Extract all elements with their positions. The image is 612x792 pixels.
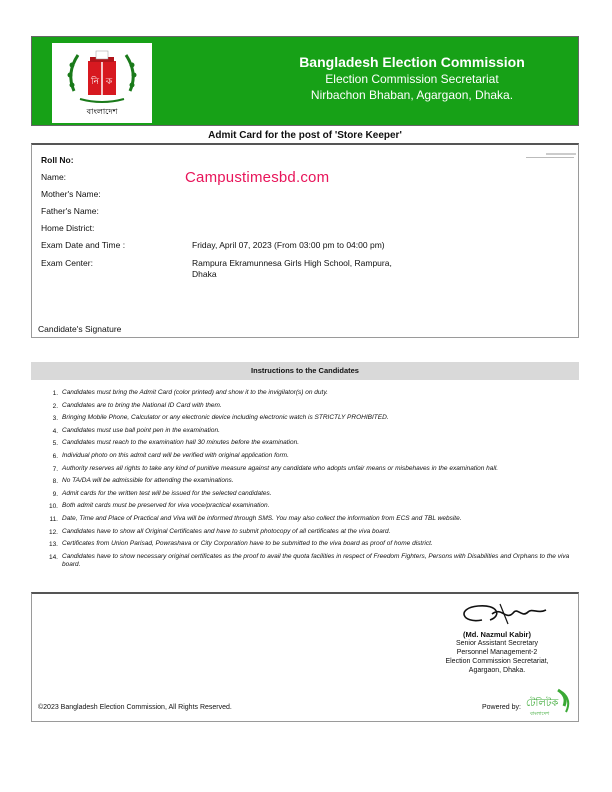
instruction-text: Authority reserves all rights to take any kind of punitive measure against any candidate who adopts unfair means or misbehaves in the examination hall. [62,464,499,472]
instruction-item [42,515,582,523]
instruction-number: 5. [52,440,58,448]
page-title: Admit Card for the post of 'Store Keeper' [208,130,402,141]
instruction-item [42,477,582,485]
ec-logo [52,43,152,123]
fathers-name-label: Father's Name: [41,206,99,216]
svg-text:নি: নি [91,77,99,87]
instruction-text: Certificates from Union Parisad, Powrashava or City Corporation have to be submitted to the viva board as proof of home district. [62,540,433,548]
exam-datetime-value: Friday, April 07, 2023 (From 03:00 pm to 04:00 pm) [192,240,385,250]
instruction-number: 4. [52,427,58,435]
instructions-heading: Instructions to the Candidates [31,362,579,380]
instruction-text: Candidates have to show necessary original certificates as the proof to avail the quota facilities in respect of Freedom Fighters, Persons with Disabilities and Orphans to the viva board. [62,552,570,568]
svg-text:ক: ক [105,77,113,87]
instruction-text: No TA/DA will be admissible for attending the examinations. [62,477,234,485]
instruction-item [42,540,582,548]
candidate-info-box [31,143,579,338]
teletalk-logo-subtext: বাংলাদেশ [530,711,550,717]
org-address: Nirbachon Bhaban, Agargaon, Dhaka. [310,88,514,102]
instruction-text: Individual photo on this admit card will be verified with original application form. [62,451,289,459]
instruction-number: 3. [52,415,58,423]
authority-block [422,630,572,675]
instruction-item [42,465,582,473]
instruction-text: Bringing Mobile Phone, Calculator or any electronic device including electronic watch is STRICTLY PROHIBITED. [62,414,389,422]
teletalk-logo-text: টেলিটক [526,698,559,709]
authority-name: (Md. Nazmul Kabir) [463,630,531,639]
copyright-text: ©2023 Bangladesh Election Commission, All Rights Reserved. [38,704,232,711]
instruction-number: 11. [49,515,58,523]
candidate-signature-label: Candidate's Signature [38,324,122,334]
header-text [252,53,572,103]
instruction-text: Date, Time and Place of Practical and Viva will be informed through SMS. You may also collect the information from ECS and TBL website. [62,514,462,522]
instruction-item [42,439,582,447]
home-district-label: Home District: [41,223,95,233]
authority-address: Agargaon, Dhaka. [468,667,526,674]
instruction-item [42,502,582,510]
instruction-number: 9. [52,490,58,498]
exam-center-value [192,258,422,280]
watermark: Campustimesbd.com [185,169,330,186]
instruction-number: 2. [52,402,58,410]
instruction-number: 8. [52,478,58,486]
instruction-number: 1. [52,390,58,397]
instruction-text: Candidates are to bring the National ID Card with them. [62,401,222,409]
authority-box [31,592,579,722]
authority-dept: Personnel Management-2 [456,649,538,656]
instruction-text: Candidates have to show all Original Certificates and have to submit photocopy of all certificates at the viva board. [62,527,391,535]
roll-no-label: Roll No: [41,155,74,165]
mothers-name-label: Mother's Name: [41,189,101,199]
instruction-item [42,553,582,569]
instruction-item [42,402,582,410]
instruction-text: Admit cards for the written test will be issued for the selected candidates. [62,489,272,497]
teletalk-logo [524,688,574,718]
instruction-number: 14. [48,553,58,561]
exam-datetime-label: Exam Date and Time : [41,240,126,250]
powered-by-label: Powered by: [482,704,521,711]
header-banner [31,36,579,126]
instructions-list [42,389,582,573]
authority-designation: Senior Assistant Secretary [455,640,539,647]
instruction-text: Candidates must bring the Admit Card (color printed) and show it to the invigilator(s) on duty. [62,389,328,396]
instruction-number: 13. [48,541,58,549]
instruction-number: 6. [52,452,58,460]
org-title: Bangladesh Election Commission [299,54,525,70]
instruction-item [42,452,582,460]
instruction-item [42,427,582,435]
instruction-text: Candidates must use ball point pen in the examination. [62,426,220,434]
instruction-text: Candidates must reach to the examination hall 30 minutes before the examination. [62,439,300,447]
instruction-text: Both admit cards must be preserved for viva voce/practical examination. [62,502,270,510]
signature-image [442,598,552,628]
org-subtitle: Election Commission Secretariat [325,72,499,86]
exam-center-label: Exam Center: [41,258,93,268]
logo-caption: বাংলাদেশ [86,107,118,116]
instruction-item [42,490,582,498]
authority-office: Election Commission Secretariat, [445,658,549,665]
instruction-number: 7. [52,465,58,473]
exam-center-line-2: Dhaka [192,269,217,279]
instruction-number: 12. [48,528,58,536]
instruction-item [42,389,582,397]
instruction-item [42,414,582,422]
name-label: Name: [41,172,67,182]
instruction-number: 10. [48,503,58,511]
instruction-item [42,528,582,536]
exam-center-line-1: Rampura Ekramunnesa Girls High School, Rampura, [192,258,392,268]
